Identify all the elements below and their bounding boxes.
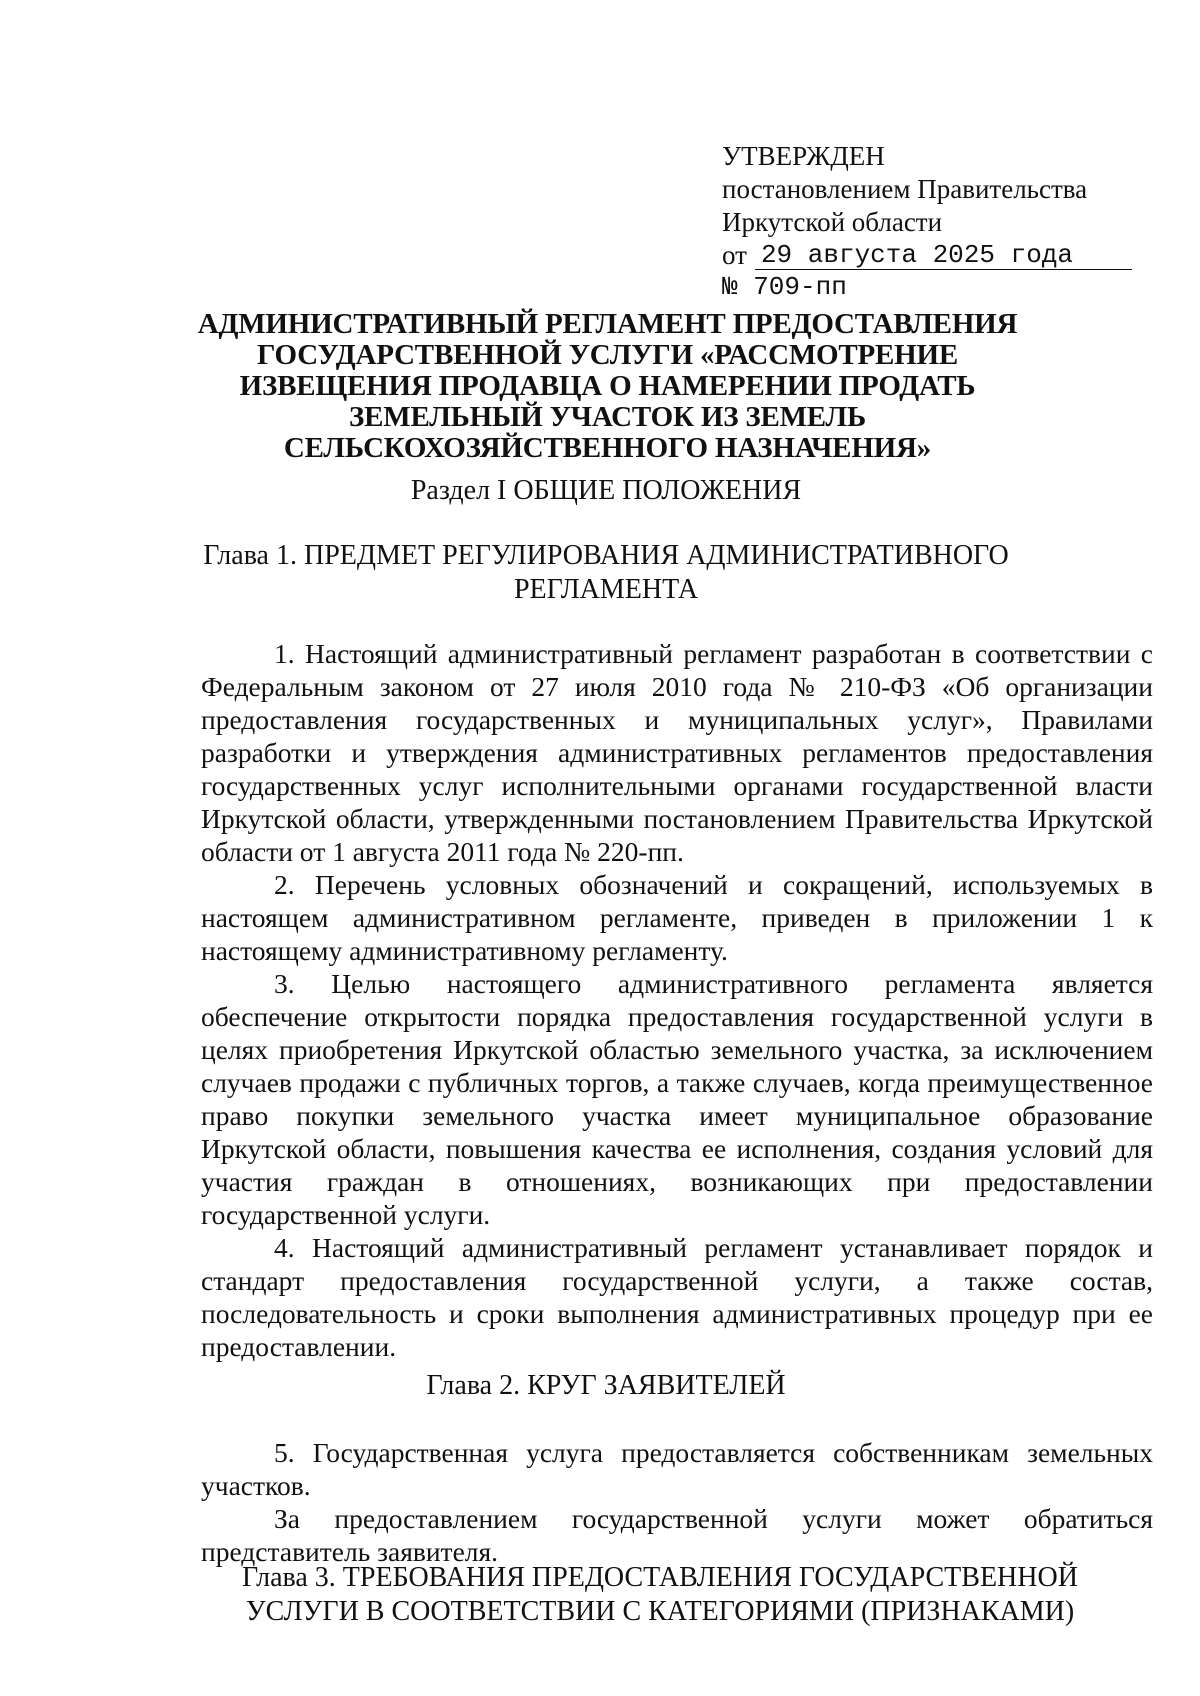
paragraph-representative: За предоставлением государственной услуги может обратиться представитель заявителя. xyxy=(201,1503,1153,1567)
date-prefix: от xyxy=(722,240,747,270)
approval-number: № 709-пп xyxy=(722,272,847,302)
paragraph-2: 2. Перечень условных обозначений и сокращений, используемых в настоящем административном регламенте, приведен в приложении 1 к настоящему административному регламенту. xyxy=(201,869,1153,966)
document-title: АДМИНИСТРАТИВНЫЙ РЕГЛАМЕНТ ПРЕДОСТАВЛЕНИЯ ГОСУДАРСТВЕННОЙ УСЛУГИ «РАССМОТРЕНИЕ ИЗВЕЩЕНИЯ ПРОДАВЦА О НАМЕРЕНИИ ПРОДАТЬ ЗЕМЕЛЬНЫЙ УЧАСТОК ИЗ ЗЕМЕЛЬ СЕЛЬСКОХОЗЯЙСТВЕННОГО НАЗНАЧЕНИЯ» xyxy=(197,308,1018,464)
approval-date: 29 августа 2025 года xyxy=(755,241,1132,270)
approved-label: УТВЕРЖДЕН xyxy=(722,141,885,171)
approval-line-2: Иркутской области xyxy=(722,207,943,237)
chapter-1-body xyxy=(201,637,1153,1363)
paragraph-5: 5. Государственная услуга предоставляется собственникам земельных участков. xyxy=(201,1437,1153,1501)
section-heading: Раздел I ОБЩИЕ ПОЛОЖЕНИЯ xyxy=(410,475,802,506)
approval-date-line xyxy=(722,239,1132,272)
chapter-3-heading: Глава 3. ТРЕБОВАНИЯ ПРЕДОСТАВЛЕНИЯ ГОСУДАРСТВЕННОЙ УСЛУГИ В СООТВЕТСТВИИ С КАТЕГОРИЯМИ (ПРИЗНАКАМИ) xyxy=(242,1562,1078,1627)
paragraph-3: 3. Целью настоящего административного регламента является обеспечение открытости порядка предоставления государственной услуги в целях приобретения Иркутской областью земельного участка, за исключением случаев продажи с публичных торгов, а также случаев, когда преимущественное право покупки земельного участка имеет муниципальное образование Иркутской области, повышения качества ее исполнения, создания условий для участия граждан в отношениях, возникающих при предоставлении государственной услуги. xyxy=(201,968,1153,1230)
chapter-2-heading: Глава 2. КРУГ ЗАЯВИТЕЛЕЙ xyxy=(426,1370,786,1401)
paragraph-4: 4. Настоящий административный регламент устанавливает порядок и стандарт предоставления государственной услуги, а также состав, последовательность и сроки выполнения административных процедур при ее предоставлении. xyxy=(201,1232,1153,1362)
approval-stamp xyxy=(722,140,1132,302)
chapter-1-heading: Глава 1. ПРЕДМЕТ РЕГУЛИРОВАНИЯ АДМИНИСТРАТИВНОГО РЕГЛАМЕНТА xyxy=(203,540,1009,605)
approval-line-1: постановлением Правительства xyxy=(722,174,1088,204)
paragraph-1: 1. Настоящий административный регламент разработан в соответствии с Федеральным законом от 27 июля 2010 года № 210-ФЗ «Об организации предоставления государственных и муниципальных услуг», Правилами разработки и утверждения административных регламентов предоставления государственных услуг исполнительными органами государственной власти Иркутской области, утвержденными постановлением Правительства Иркутской области от 1 августа 2011 года № 220-пп. xyxy=(201,638,1153,867)
chapter-2-body xyxy=(201,1436,1153,1568)
